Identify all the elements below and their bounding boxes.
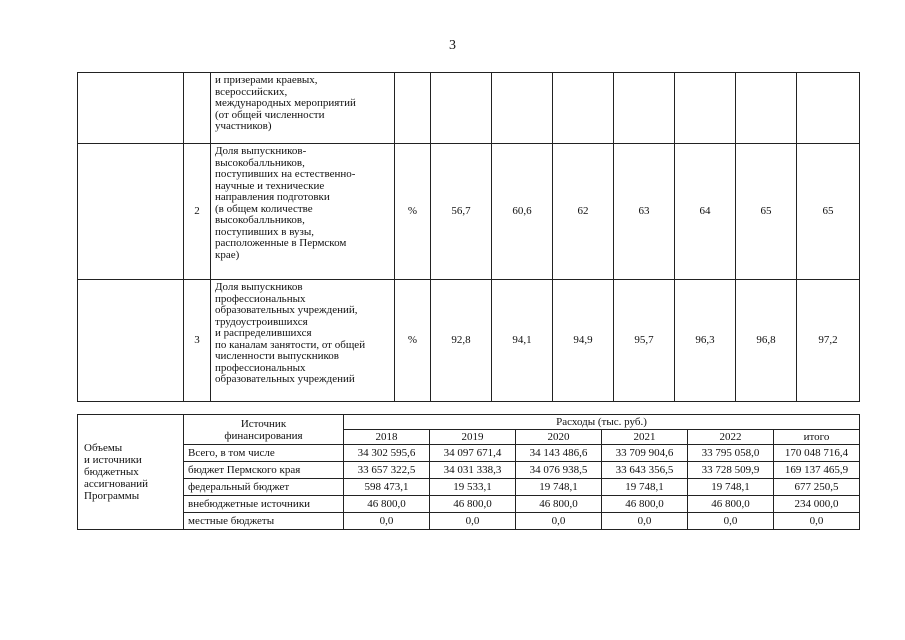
indicator-number (184, 73, 211, 144)
page-number: 3 (449, 38, 456, 53)
finance-amount: 33 643 356,5 (602, 462, 688, 479)
indicators-table (77, 72, 860, 402)
finance-amount: 598 473,1 (344, 479, 430, 496)
indicator-row (78, 280, 860, 402)
indicator-unit: % (395, 144, 431, 280)
indicator-value (492, 73, 553, 144)
indicator-unit (395, 73, 431, 144)
indicator-value: 95,7 (614, 280, 675, 402)
finance-row (78, 513, 860, 530)
indicator-blank-cell (78, 280, 184, 402)
finance-amount: 33 795 058,0 (688, 445, 774, 462)
finance-amount: 33 657 322,5 (344, 462, 430, 479)
indicator-value: 56,7 (431, 144, 492, 280)
indicator-description: Доля выпускников профессиональных образовательных учреждений, трудоустроившихся и распределившихся по каналам занятости, от общей численности выпускников профессиональных образовательных учреждений (211, 280, 395, 402)
indicator-value (553, 73, 614, 144)
indicator-row (78, 144, 860, 280)
finance-source: федеральный бюджет (184, 479, 344, 496)
finance-label: Объемы и источники бюджетных ассигнований Программы (78, 415, 184, 530)
year-header: 2022 (688, 430, 774, 445)
finance-amount: 33 709 904,6 (602, 445, 688, 462)
finance-amount: 46 800,0 (516, 496, 602, 513)
indicator-value: 97,2 (797, 280, 860, 402)
finance-amount: 34 302 595,6 (344, 445, 430, 462)
finance-amount: 34 031 338,3 (430, 462, 516, 479)
finance-amount: 34 076 938,5 (516, 462, 602, 479)
indicator-value: 62 (553, 144, 614, 280)
indicator-value: 94,1 (492, 280, 553, 402)
indicator-description: и призерами краевых, всероссийских, международных мероприятий (от общей численности участников) (211, 73, 395, 144)
indicator-value (736, 73, 797, 144)
indicator-blank-cell (78, 73, 184, 144)
year-header: 2018 (344, 430, 430, 445)
indicator-row (78, 73, 860, 144)
indicator-number: 2 (184, 144, 211, 280)
finance-amount: 34 097 671,4 (430, 445, 516, 462)
finance-amount: 0,0 (430, 513, 516, 530)
indicator-value (431, 73, 492, 144)
year-header: 2019 (430, 430, 516, 445)
indicator-value: 64 (675, 144, 736, 280)
finance-amount: 170 048 716,4 (774, 445, 860, 462)
indicator-value (614, 73, 675, 144)
finance-amount: 0,0 (344, 513, 430, 530)
finance-amount: 46 800,0 (688, 496, 774, 513)
finance-row (78, 479, 860, 496)
finance-source: внебюджетные источники (184, 496, 344, 513)
indicator-blank-cell (78, 144, 184, 280)
year-header: итого (774, 430, 860, 445)
finance-source: Всего, в том числе (184, 445, 344, 462)
finance-table (77, 414, 860, 530)
indicator-value: 94,9 (553, 280, 614, 402)
finance-row (78, 445, 860, 462)
expenses-header: Расходы (тыс. руб.) (344, 415, 860, 430)
indicator-value (797, 73, 860, 144)
indicator-value: 65 (797, 144, 860, 280)
finance-amount: 46 800,0 (344, 496, 430, 513)
finance-amount: 169 137 465,9 (774, 462, 860, 479)
finance-source: местные бюджеты (184, 513, 344, 530)
finance-amount: 0,0 (688, 513, 774, 530)
finance-amount: 0,0 (602, 513, 688, 530)
indicator-value: 96,3 (675, 280, 736, 402)
finance-amount: 46 800,0 (430, 496, 516, 513)
finance-source: бюджет Пермского края (184, 462, 344, 479)
finance-amount: 33 728 509,9 (688, 462, 774, 479)
source-header: Источник финансирования (184, 415, 344, 445)
indicator-value: 60,6 (492, 144, 553, 280)
finance-amount: 19 748,1 (516, 479, 602, 496)
year-header: 2021 (602, 430, 688, 445)
indicator-unit: % (395, 280, 431, 402)
finance-amount: 19 748,1 (602, 479, 688, 496)
finance-amount: 677 250,5 (774, 479, 860, 496)
indicator-value: 65 (736, 144, 797, 280)
indicator-value: 96,8 (736, 280, 797, 402)
indicator-value (675, 73, 736, 144)
finance-amount: 19 533,1 (430, 479, 516, 496)
finance-amount: 19 748,1 (688, 479, 774, 496)
year-header: 2020 (516, 430, 602, 445)
finance-row (78, 496, 860, 513)
finance-header-row (78, 415, 860, 430)
finance-amount: 0,0 (774, 513, 860, 530)
finance-amount: 34 143 486,6 (516, 445, 602, 462)
indicator-value: 63 (614, 144, 675, 280)
finance-row (78, 462, 860, 479)
indicator-description: Доля выпускников- высокобалльников, поступивших на естественно- научные и технические направления подготовки (в общем количестве высокобалльников, поступивших в вузы, расположенные в Пермском крае) (211, 144, 395, 280)
indicator-number: 3 (184, 280, 211, 402)
indicator-value: 92,8 (431, 280, 492, 402)
finance-amount: 0,0 (516, 513, 602, 530)
finance-amount: 234 000,0 (774, 496, 860, 513)
finance-amount: 46 800,0 (602, 496, 688, 513)
